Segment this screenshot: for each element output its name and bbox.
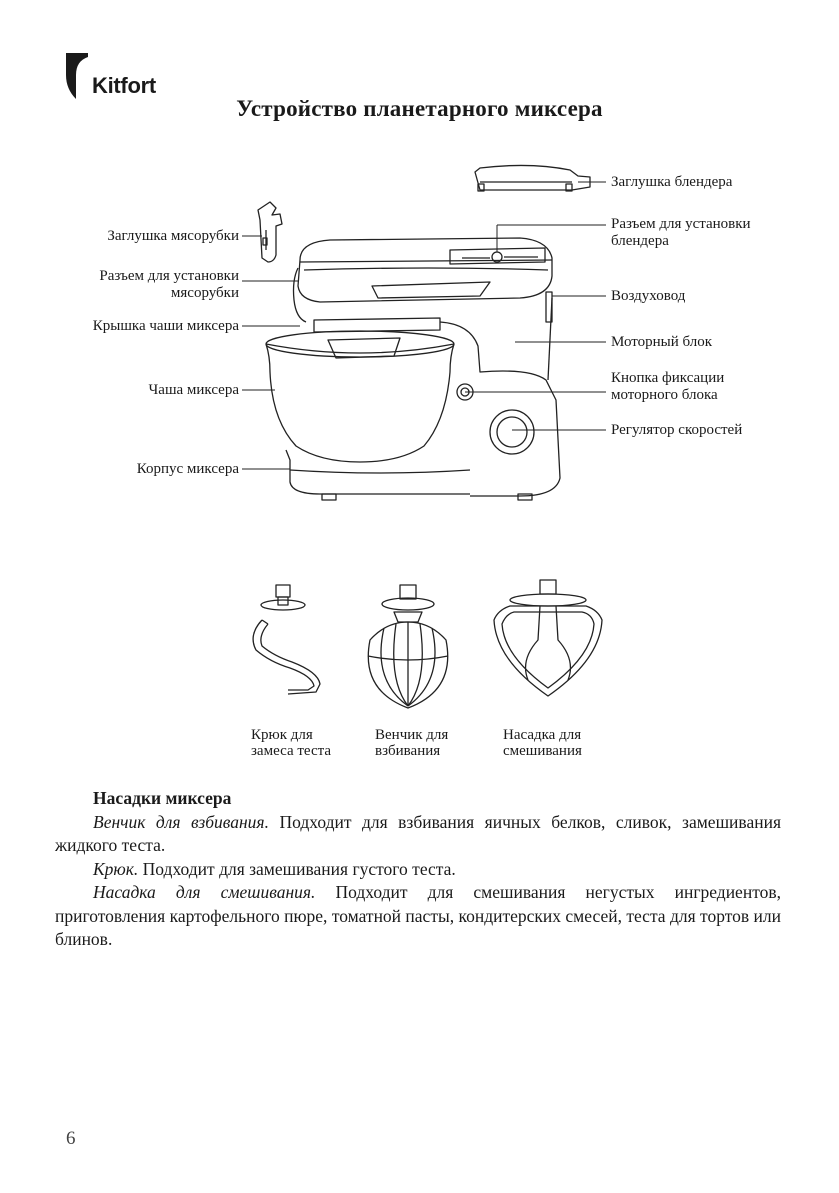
page-title: Устройство планетарного миксера — [236, 96, 603, 121]
blender-cap-drawing — [475, 165, 590, 191]
whisk-drawing — [368, 585, 448, 708]
label-bowl: Чаша миксера — [148, 382, 239, 398]
bowl-lid-drawing — [266, 318, 454, 358]
label-air-duct: Воздуховод — [611, 288, 686, 304]
attachments-section — [55, 787, 781, 952]
label-body: Корпус миксера — [136, 461, 239, 477]
attachment-label-whisk: Венчик для взбивания — [375, 727, 449, 759]
grinder-cap-drawing — [258, 202, 282, 262]
label-blender-cap: Заглушка блендера — [611, 174, 733, 190]
label-speed-regulator: Регулятор скоростей — [611, 422, 743, 438]
bowl-drawing — [266, 344, 454, 462]
label-grinder-socket-2: мясорубки — [170, 285, 239, 301]
label-grinder-cap: Заглушка мясорубки — [107, 228, 239, 244]
label-motor-unit: Моторный блок — [611, 334, 713, 350]
label-blender-socket-1: Разъем для установки — [611, 216, 751, 232]
attachment-label-beater: Насадка для смешивания — [503, 727, 582, 759]
flat-beater-drawing — [494, 580, 602, 696]
page-number: 6 — [66, 1128, 76, 1149]
attachment-label-hook: Крюк для замеса теста — [251, 727, 331, 759]
label-grinder-socket-1: Разъем для установки — [99, 268, 239, 284]
motor-head-drawing — [294, 238, 553, 322]
paragraph-whisk: Венчик для взбивания. Подходит для взбивания яичных белков, сливок, замешивания жидкого теста. — [55, 811, 781, 855]
brand-name: Kitfort — [92, 73, 156, 98]
paragraph-beater: Насадка для смешивания. Подходит для смешивания негустых ингредиентов, приготовления картофельного пюре, томатной пасты, кондитерских смесей, теста для тортов или блинов. — [55, 882, 781, 949]
dough-hook-drawing — [253, 585, 320, 694]
motor-column-drawing — [440, 298, 560, 496]
label-lock-button-1: Кнопка фиксации — [611, 370, 725, 386]
label-blender-socket-2: блендера — [611, 233, 669, 249]
section-heading: Насадки миксера — [93, 788, 232, 808]
label-bowl-lid: Крышка чаши миксера — [92, 318, 239, 334]
label-lock-button-2: моторного блока — [611, 387, 718, 403]
paragraph-hook: Крюк. Подходит для замешивания густого теста. — [93, 858, 456, 879]
